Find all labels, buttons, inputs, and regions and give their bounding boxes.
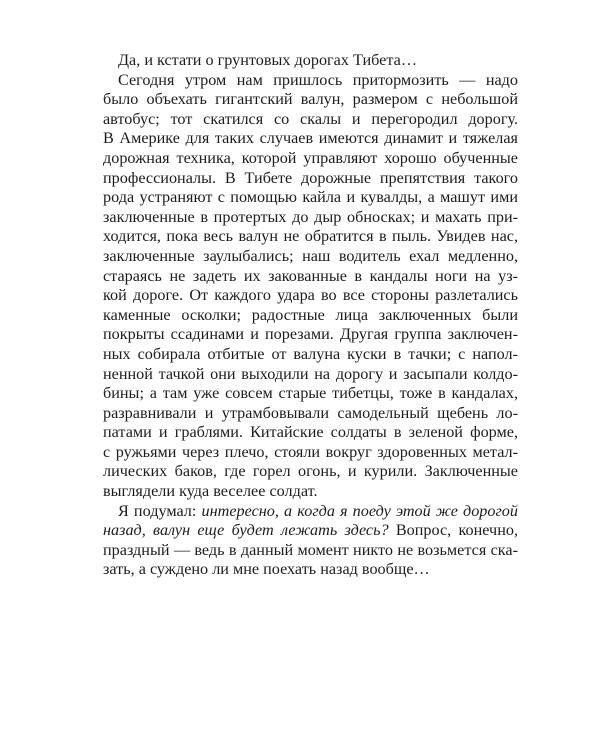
text-line: рода устраняют с помощью кайла и кувалды, а машут ими bbox=[103, 188, 518, 207]
text-line: с ружьями через плечо, стояли вокруг здоровенных метал- bbox=[103, 442, 518, 461]
text-line: было объехать гигантский валун, размером с небольшой bbox=[103, 90, 518, 109]
text-line: ненной тачкой они выходили на дорогу и засыпали колдо- bbox=[103, 364, 518, 383]
text-line: заключенные заулыбались; наш водитель ехал медленно, bbox=[103, 246, 518, 265]
text-line: Сегодня утром нам пришлось притормозить — надо bbox=[118, 70, 518, 89]
text-line: покрыты ссадинами и порезами. Другая группа заключен- bbox=[103, 325, 518, 344]
text-line: автобус; тот скатился со скалы и перегородил дорогу. bbox=[103, 109, 518, 128]
text-line: дорожная техника, которой управляют хорошо обученные bbox=[103, 148, 518, 167]
text-line: бины; а там уже совсем старые тибетцы, тоже в кандалах, bbox=[103, 384, 518, 403]
text-line: патами и граблями. Китайские солдаты в зеленой форме, bbox=[103, 423, 518, 442]
text-line bbox=[103, 521, 518, 541]
text-line: профессионалы. В Тибете дорожные препятствия такого bbox=[103, 168, 518, 187]
book-page-text bbox=[103, 51, 518, 580]
text-line bbox=[103, 502, 518, 522]
text-line: каменные осколки; радостные лица заключенных были bbox=[103, 305, 518, 324]
text-plain: Вопрос, конечно, bbox=[388, 521, 518, 540]
text-line: праздный — ведь в данный момент никто не возьмется ска- bbox=[103, 540, 518, 559]
text-line: заключенные в протертых до дыр обносках; и махать при- bbox=[103, 207, 518, 226]
text-line: кой дороге. От каждого удара во все стороны разлетались bbox=[103, 286, 518, 305]
text-line: лических баков, где горел огонь, и курили. Заключенные bbox=[103, 462, 518, 481]
text-line: разравнивали и утрамбовывали самодельный щебень ло- bbox=[103, 403, 518, 422]
text-line: ных собирала отбитые от валуна куски в тачки; с напол- bbox=[103, 344, 518, 363]
text-line: ходится, пока весь валун не обратится в пыль. Увидев нас, bbox=[103, 227, 518, 246]
text-line: выглядели куда веселее солдат. bbox=[103, 482, 318, 501]
text-plain: Я подумал: bbox=[118, 501, 202, 520]
text-italic: назад, валун еще будет лежать здесь? bbox=[103, 521, 389, 540]
text-line: В Америке для таких случаев имеются динамит и тяжелая bbox=[103, 129, 518, 148]
text-line: зать, а суждено ли мне поехать назад вообще… bbox=[103, 560, 430, 579]
text-italic: интересно, а когда я поеду этой же дорогой bbox=[201, 501, 518, 520]
text-line: стараясь не задеть их закованные в кандалы ноги на уз- bbox=[103, 266, 518, 285]
text-line: Да, и кстати о грунтовых дорогах Тибета… bbox=[118, 51, 418, 69]
